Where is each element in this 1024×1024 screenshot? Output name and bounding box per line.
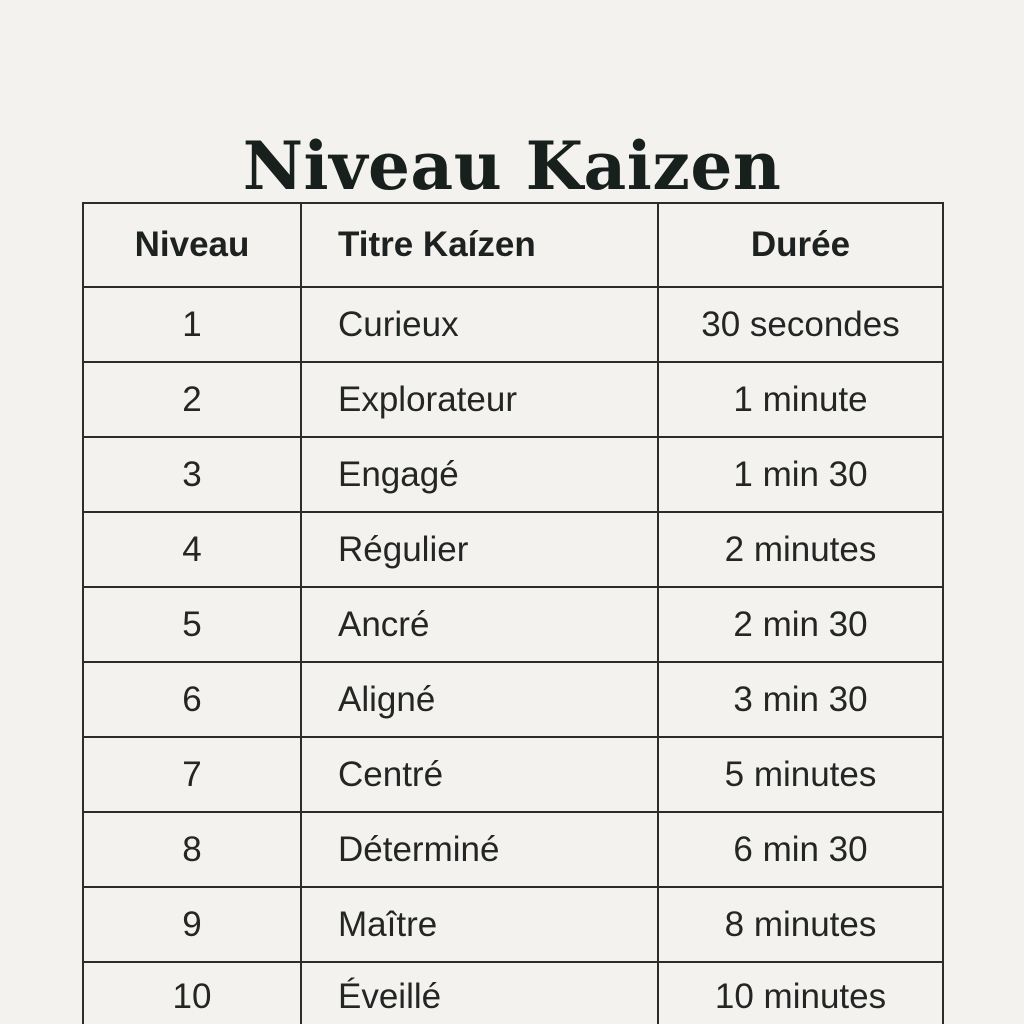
cell-titre: Régulier bbox=[301, 512, 658, 587]
header-niveau: Niveau bbox=[83, 203, 301, 287]
cell-niveau: 9 bbox=[83, 887, 301, 962]
cell-niveau: 5 bbox=[83, 587, 301, 662]
cell-duree: 1 minute bbox=[658, 362, 943, 437]
cell-titre: Engagé bbox=[301, 437, 658, 512]
table-row bbox=[83, 362, 943, 437]
cell-duree: 10 minutes bbox=[658, 962, 943, 1024]
cell-duree: 8 minutes bbox=[658, 887, 943, 962]
table-row bbox=[83, 587, 943, 662]
cell-duree: 30 secondes bbox=[658, 287, 943, 362]
table-row bbox=[83, 887, 943, 962]
cell-niveau: 2 bbox=[83, 362, 301, 437]
cell-duree: 1 min 30 bbox=[658, 437, 943, 512]
cell-duree: 2 minutes bbox=[658, 512, 943, 587]
header-titre: Titre Kaízen bbox=[301, 203, 658, 287]
cell-titre: Explorateur bbox=[301, 362, 658, 437]
table-header bbox=[83, 203, 943, 287]
cell-niveau: 6 bbox=[83, 662, 301, 737]
table-row bbox=[83, 962, 943, 1024]
table-body bbox=[83, 287, 943, 1024]
header-row bbox=[83, 203, 943, 287]
cell-duree: 3 min 30 bbox=[658, 662, 943, 737]
cell-titre: Ancré bbox=[301, 587, 658, 662]
cell-niveau: 1 bbox=[83, 287, 301, 362]
cell-niveau: 7 bbox=[83, 737, 301, 812]
table-row bbox=[83, 287, 943, 362]
table-row bbox=[83, 812, 943, 887]
cell-titre: Curieux bbox=[301, 287, 658, 362]
cell-duree: 6 min 30 bbox=[658, 812, 943, 887]
cell-titre: Maître bbox=[301, 887, 658, 962]
page-title: Niveau Kaizen bbox=[242, 127, 782, 206]
cell-titre: Centré bbox=[301, 737, 658, 812]
kaizen-levels-table bbox=[82, 202, 944, 1024]
cell-titre: Aligné bbox=[301, 662, 658, 737]
table-row bbox=[83, 662, 943, 737]
cell-niveau: 10 bbox=[83, 962, 301, 1024]
header-duree: Durée bbox=[658, 203, 943, 287]
cell-niveau: 8 bbox=[83, 812, 301, 887]
table-row bbox=[83, 737, 943, 812]
cell-titre: Éveillé bbox=[301, 962, 658, 1024]
cell-titre: Déterminé bbox=[301, 812, 658, 887]
cell-niveau: 3 bbox=[83, 437, 301, 512]
table-row bbox=[83, 512, 943, 587]
table-row bbox=[83, 437, 943, 512]
cell-duree: 5 minutes bbox=[658, 737, 943, 812]
cell-duree: 2 min 30 bbox=[658, 587, 943, 662]
cell-niveau: 4 bbox=[83, 512, 301, 587]
